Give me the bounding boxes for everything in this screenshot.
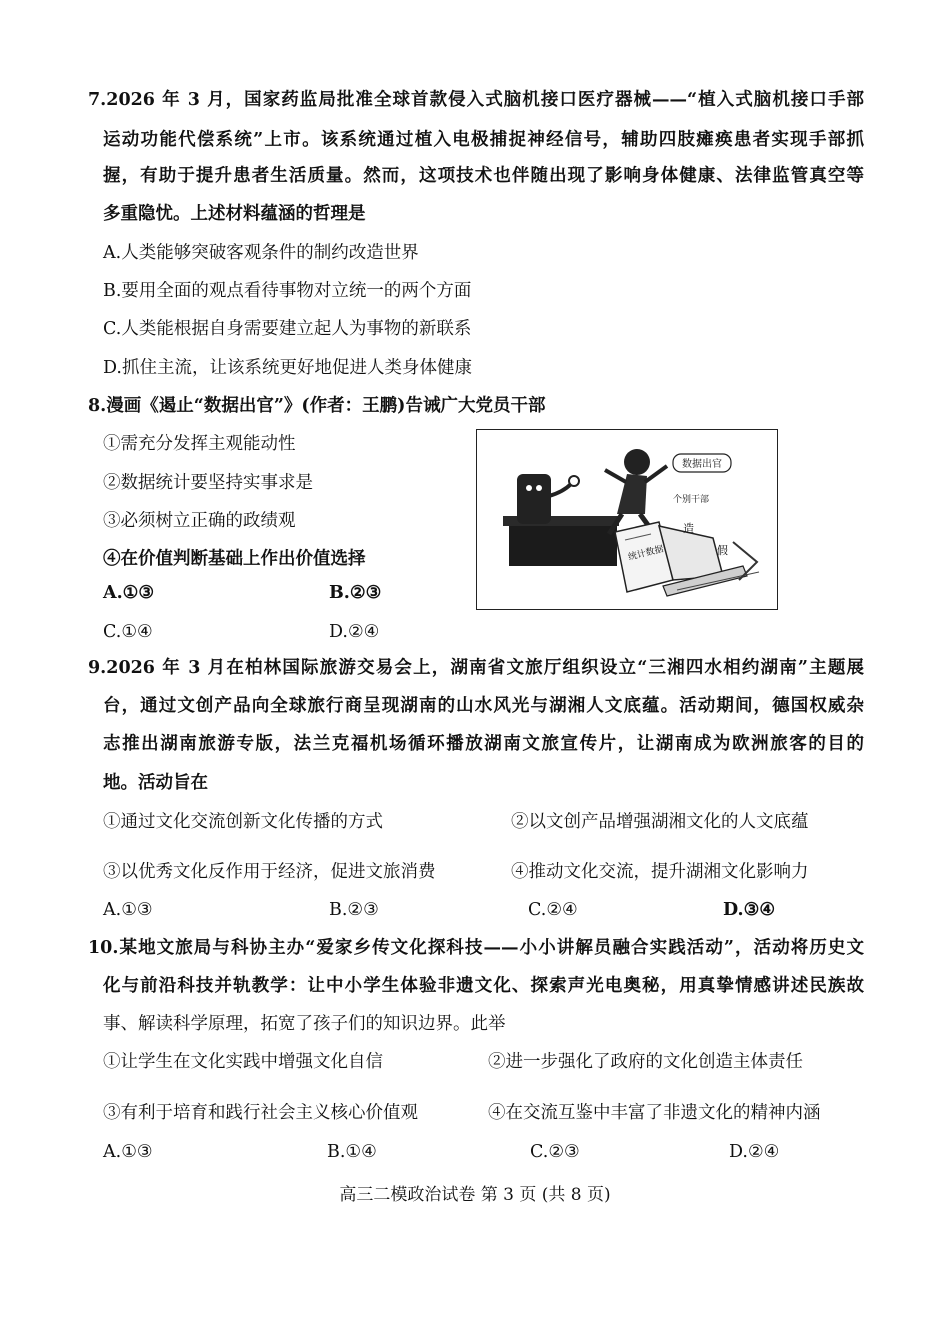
- page-footer: 高三二模政治试卷 第 3 页 (共 8 页): [339, 1185, 611, 1205]
- q9-option-a: A.①③: [103, 900, 153, 920]
- q10-item-3: ③有利于培育和践行社会主义核心价值观: [103, 1103, 418, 1123]
- q10-item-2: ②进一步强化了政府的文化创造主体责任: [488, 1052, 803, 1072]
- cartoon-label-statistics: 统计数据: [627, 544, 665, 563]
- q8-option-b: B.②③: [329, 583, 382, 603]
- cartoon-label-fake: 假: [717, 544, 728, 557]
- cartoon-desk: [509, 522, 617, 566]
- q8-option-c: C.①④: [103, 622, 153, 642]
- q9-stem-line-2: 台，通过文创产品向全球旅行商呈现湖南的山水风光与湖湘人文底蕴。活动期间，德国权威杂: [103, 696, 864, 716]
- q9-item-1: ①通过文化交流创新文化传播的方式: [103, 812, 383, 832]
- q9-stem-line-1: 9.2026 年 3 月在柏林国际旅游交易会上，湖南省文旅厅组织设立“三湘四水相约湖南”主题展: [88, 658, 864, 678]
- q10-item-4: ④在交流互鉴中丰富了非遗文化的精神内涵: [488, 1103, 821, 1123]
- q7-option-b: B.要用全面的观点看待事物对立统一的两个方面: [103, 281, 472, 301]
- cartoon-illustration: [477, 430, 776, 608]
- q8-option-a: A.①③: [103, 583, 155, 603]
- q7-option-c: C.人类能根据自身需要建立起人为事物的新联系: [103, 319, 472, 339]
- q8-item-4: ④在价值判断基础上作出价值选择: [103, 549, 366, 569]
- q10-option-a: A.①③: [103, 1142, 153, 1162]
- q8-item-3: ③必须树立正确的政绩观: [103, 511, 296, 531]
- q10-stem-line-2: 化与前沿科技并轨教学：让中小学生体验非遗文化、探索声光电奥秘，用真挚情感讲述民族故: [103, 976, 864, 996]
- cartoon-image: [476, 429, 778, 610]
- q7-option-a: A.人类能够突破客观条件的制约改造世界: [103, 243, 419, 263]
- cartoon-label-make: 造: [683, 522, 694, 535]
- q9-stem-line-4: 地。活动旨在: [103, 773, 208, 793]
- cartoon-label-cadre: 个别干部: [673, 495, 710, 505]
- q10-stem-line-1: 10.某地文旅局与科协主办“爱家乡传文化探科技——小小讲解员融合实践活动”，活动将历史文: [88, 938, 864, 958]
- q10-option-d: D.②④: [729, 1142, 780, 1162]
- q7-stem-line-3: 握，有助于提升患者生活质量。然而，这项技术也伴随出现了影响身体健康、法律监管真空等: [103, 166, 864, 186]
- q10-stem-line-3: 事、解读科学原理，拓宽了孩子们的知识边界。此举: [103, 1014, 506, 1034]
- q9-option-d: D.③④: [723, 900, 776, 920]
- q8-stem: 8.漫画《遏止“数据出官”》(作者：王鹏)告诫广大党员干部: [88, 396, 546, 416]
- q7-option-d: D.抓住主流，让该系统更好地促进人类身体健康: [103, 358, 472, 378]
- q9-item-3: ③以优秀文化反作用于经济，促进文旅消费: [103, 862, 436, 882]
- q8-option-d: D.②④: [329, 622, 380, 642]
- q10-option-b: B.①④: [327, 1142, 377, 1162]
- cartoon-chair: [517, 474, 551, 524]
- q8-item-2: ②数据统计要坚持实事求是: [103, 473, 313, 493]
- q9-option-b: B.②③: [329, 900, 379, 920]
- q9-item-4: ④推动文化交流，提升湖湘文化影响力: [511, 862, 809, 882]
- cartoon-official-head: [624, 449, 650, 475]
- q7-stem-line-2: 运动功能代偿系统”上市。该系统通过植入电极捕捉神经信号，辅助四肢瘫痪患者实现手部抓: [103, 130, 864, 150]
- q9-item-2: ②以文创产品增强湖湘文化的人文底蕴: [511, 812, 809, 832]
- q9-stem-line-3: 志推出湖南旅游专版，法兰克福机场循环播放湖南文旅宣传片，让湖南成为欧洲旅客的目的: [103, 734, 864, 754]
- q10-option-c: C.②③: [530, 1142, 580, 1162]
- q9-option-c: C.②④: [528, 900, 578, 920]
- cartoon-label-official-data: 数据出官: [682, 459, 722, 470]
- q7-stem-line-1: 7.2026 年 3 月，国家药监局批准全球首款侵入式脑机接口医疗器械——“植入式脑机接口手部: [88, 90, 864, 110]
- q10-item-1: ①让学生在文化实践中增强文化自信: [103, 1052, 383, 1072]
- q8-item-1: ①需充分发挥主观能动性: [103, 434, 296, 454]
- q7-stem-line-4: 多重隐忧。上述材料蕴涵的哲理是: [103, 204, 366, 224]
